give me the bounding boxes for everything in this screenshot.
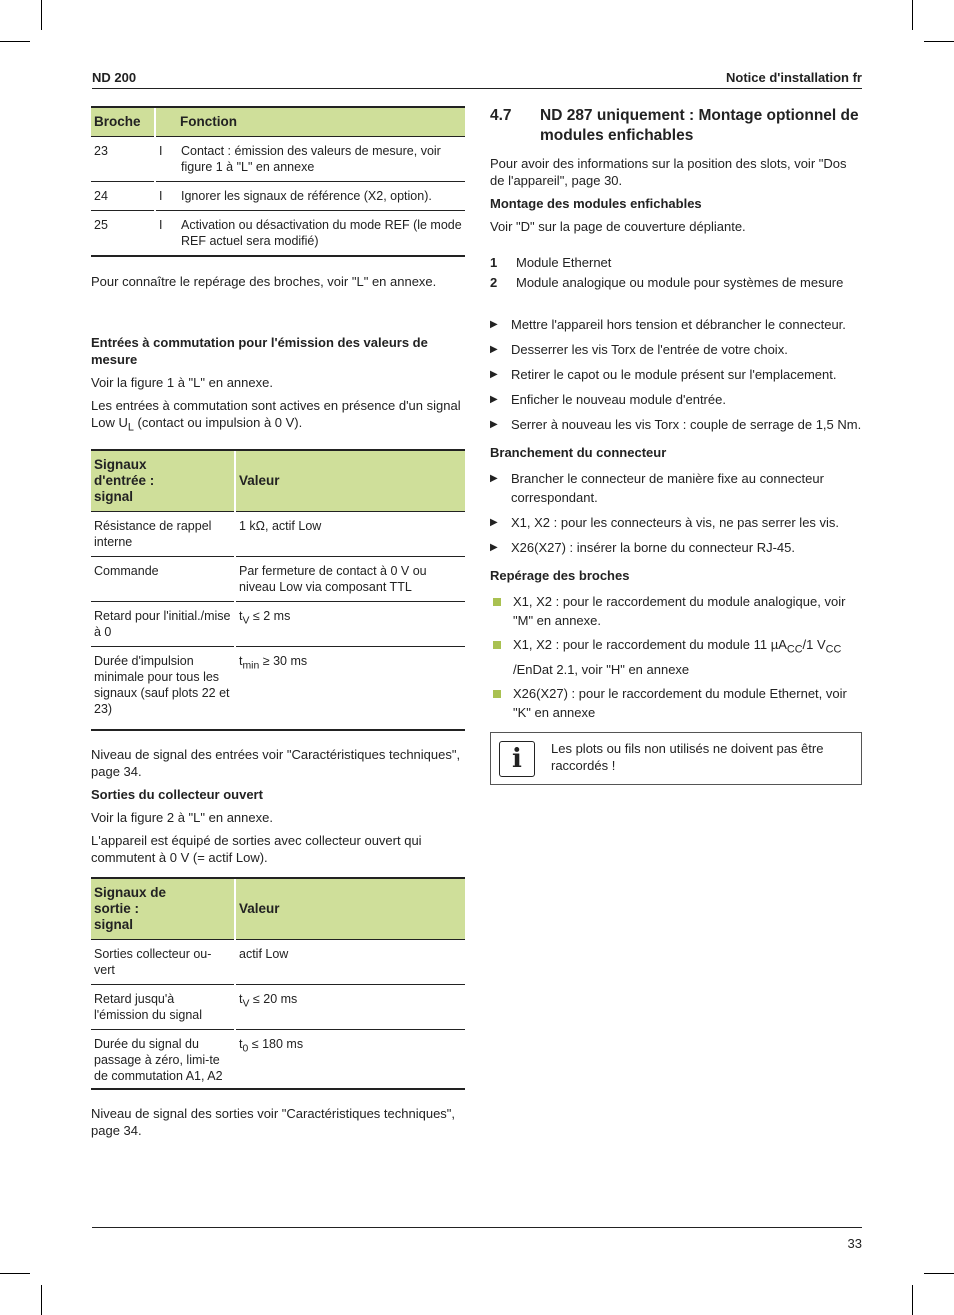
section-intro: Pour avoir des informations sur la position des slots, voir "Dos de l'appareil", page 30. bbox=[490, 156, 847, 188]
outputs-heading: Sorties du collecteur ouvert bbox=[91, 786, 263, 802]
io-cell: I bbox=[155, 182, 178, 211]
page-number: 33 bbox=[847, 1236, 862, 1251]
page-header bbox=[92, 68, 862, 89]
signal-value-cell: 1 kΩ, actif Low bbox=[235, 511, 465, 556]
table-row bbox=[91, 211, 465, 257]
table-row bbox=[91, 511, 465, 556]
list-item: 1 Module Ethernet bbox=[490, 255, 612, 270]
crop-mark bbox=[912, 1285, 913, 1315]
crop-mark bbox=[0, 41, 30, 42]
input-table-header-value: Valeur bbox=[235, 450, 465, 512]
inputs-level-note: Niveau de signal des entrées voir "Caractéristiques techniques", page 34. bbox=[91, 746, 461, 779]
signal-value-cell: Par fermeture de contact à 0 V ou niveau Low via composant TTL bbox=[235, 556, 465, 601]
list-item: ▶ X26(X27) : insérer la borne du connecteur RJ-45. bbox=[490, 540, 795, 555]
mount-steps bbox=[490, 315, 862, 434]
table-row bbox=[91, 556, 465, 601]
bullet-square-icon bbox=[493, 641, 501, 649]
bullet-square-icon bbox=[493, 690, 501, 698]
crop-mark bbox=[924, 1273, 954, 1274]
signal-name-cell: Résistance de rappel interne bbox=[91, 511, 235, 556]
function-cell: Activation ou désactivation du mode REF (le mode REF actuel sera modifié) bbox=[178, 211, 465, 257]
list-item: ▶ Enficher le nouveau module d'entrée. bbox=[490, 392, 726, 407]
pin-cell: 24 bbox=[91, 182, 155, 211]
io-cell: I bbox=[155, 211, 178, 257]
connector-heading: Branchement du connecteur bbox=[490, 445, 667, 460]
pin-cell: 25 bbox=[91, 211, 155, 257]
list-item: X1, X2 : pour le raccordement du module analogique, voir "M" en annexe. bbox=[490, 592, 862, 630]
step-arrow-icon: ▶ bbox=[490, 319, 498, 330]
pin-note: Pour connaître le repérage des broches, voir "L" en annexe. bbox=[91, 274, 437, 289]
pin-table-header-function: Fonction bbox=[155, 107, 465, 137]
inputs-heading: Entrées à commutation pour l'émission des valeurs de mesure bbox=[91, 335, 428, 367]
mount-paragraph: Voir "D" sur la page de couverture dépliante. bbox=[490, 219, 746, 234]
list-item: ▶ Desserrer les vis Torx de l'entrée de votre choix. bbox=[490, 342, 788, 357]
crop-mark bbox=[912, 0, 913, 30]
section-title bbox=[490, 106, 862, 146]
inputs-paragraph-1: Voir la figure 1 à "L" en annexe. bbox=[91, 375, 273, 390]
signal-value-cell: actif Low bbox=[235, 939, 465, 984]
info-note bbox=[490, 732, 862, 785]
signal-value-cell: $t_V \le 20$ ms bbox=[235, 984, 465, 1029]
inputs-paragraph-2: Les entrées à commutation sont actives en présence d'un signal Low $U_L$ (contact ou impulsion à 0 V). bbox=[91, 398, 461, 434]
step-arrow-icon: ▶ bbox=[490, 344, 498, 355]
mount-heading: Montage des modules enfichables bbox=[490, 196, 702, 211]
function-cell: Ignorer les signaux de référence (X2, option). bbox=[178, 182, 465, 211]
output-signal-table bbox=[91, 877, 465, 1090]
bullet-square-icon bbox=[493, 598, 501, 606]
list-item: ▶ Serrer à nouveau les vis Torx : couple de serrage de 1,5 Nm. bbox=[490, 417, 862, 432]
info-icon: i bbox=[499, 741, 535, 777]
step-arrow-icon: ▶ bbox=[490, 473, 498, 484]
crop-mark bbox=[0, 1273, 30, 1274]
output-table-header-value: Valeur bbox=[235, 878, 465, 940]
table-row bbox=[91, 939, 465, 984]
pin-cell: 23 bbox=[91, 137, 155, 182]
step-arrow-icon: ▶ bbox=[490, 369, 498, 380]
table-row bbox=[91, 137, 465, 182]
signal-value-cell: $t_{min} \ge 30$ ms bbox=[235, 646, 465, 730]
input-table-header-signal: Signaux d'entrée : signal bbox=[91, 450, 235, 512]
table-row bbox=[91, 984, 465, 1029]
signal-name-cell: Retard pour l'initial./mise à 0 bbox=[91, 601, 235, 646]
list-item: X1, X2 : pour le raccordement du module 11 µA$_{CC}$/1 $V_{CC}$ /EnDat 2.1, voir "H" en annexe bbox=[490, 635, 862, 679]
signal-value-cell: $t_0 \le 180$ ms bbox=[235, 1029, 465, 1089]
list-item: 2 Module analogique ou module pour systèmes de mesure bbox=[490, 275, 844, 290]
signal-name-cell: Retard jusqu'à l'émission du signal bbox=[91, 984, 235, 1029]
table-row bbox=[91, 601, 465, 646]
signal-name-cell: Commande bbox=[91, 556, 235, 601]
input-signal-table bbox=[91, 449, 465, 731]
outputs-level-note: Niveau de signal des sorties voir "Caractéristiques techniques", page 34. bbox=[91, 1105, 456, 1138]
section-number: 4.7 bbox=[490, 107, 512, 124]
step-arrow-icon: ▶ bbox=[490, 517, 498, 528]
crop-mark bbox=[41, 1285, 42, 1315]
pin-table bbox=[91, 106, 465, 257]
left-column bbox=[91, 106, 465, 1148]
table-row bbox=[91, 1029, 465, 1089]
header-title: Notice d'installation fr bbox=[726, 70, 862, 85]
signal-name-cell: Durée du signal du passage à zéro, limi-te de commutation A1, A2 bbox=[91, 1029, 235, 1089]
pins-heading: Repérage des broches bbox=[490, 568, 630, 583]
output-table-header-signal: Signaux de sortie : signal bbox=[91, 878, 235, 940]
signal-value-cell: $t_V \le 2$ ms bbox=[235, 601, 465, 646]
signal-name-cell: Durée d'impulsion minimale pour tous les signaux (sauf plots 22 et 23) bbox=[91, 646, 235, 730]
footer-rule bbox=[92, 1227, 862, 1228]
io-cell: I bbox=[155, 137, 178, 182]
outputs-paragraph-2: L'appareil est équipé de sorties avec collecteur ouvert qui commutent à 0 V (= actif Low). bbox=[91, 832, 422, 865]
list-item: ▶ Brancher le connecteur de manière fixe au connecteur correspondant. bbox=[490, 471, 824, 505]
step-arrow-icon: ▶ bbox=[490, 394, 498, 405]
right-column bbox=[490, 106, 862, 785]
outputs-paragraph-1: Voir la figure 2 à "L" en annexe. bbox=[91, 809, 273, 825]
note-text: Les plots ou fils non utilisés ne doivent pas être raccordés ! bbox=[551, 740, 824, 773]
table-row bbox=[91, 182, 465, 211]
header-product: ND 200 bbox=[92, 70, 137, 85]
pin-bullets bbox=[490, 592, 862, 722]
section-heading: ND 287 uniquement : Montage optionnel de modules enfichables bbox=[540, 107, 859, 144]
list-item: ▶ X1, X2 : pour les connecteurs à vis, ne pas serrer les vis. bbox=[490, 515, 840, 530]
list-item: ▶ Retirer le capot ou le module présent sur l'emplacement. bbox=[490, 367, 837, 382]
signal-name-cell: Sorties collecteur ou-vert bbox=[91, 939, 235, 984]
table-row bbox=[91, 646, 465, 730]
function-cell: Contact : émission des valeurs de mesure, voir figure 1 à "L" en annexe bbox=[178, 137, 465, 182]
crop-mark bbox=[41, 0, 42, 30]
list-item: ▶ Mettre l'appareil hors tension et débrancher le connecteur. bbox=[490, 317, 846, 332]
step-arrow-icon: ▶ bbox=[490, 542, 498, 553]
connector-steps bbox=[490, 469, 862, 557]
list-item: X26(X27) : pour le raccordement du module Ethernet, voir "K" en annexe bbox=[490, 684, 862, 722]
pin-table-header-pin: Broche bbox=[91, 107, 155, 137]
crop-mark bbox=[924, 41, 954, 42]
module-legend bbox=[490, 253, 862, 293]
step-arrow-icon: ▶ bbox=[490, 419, 498, 430]
